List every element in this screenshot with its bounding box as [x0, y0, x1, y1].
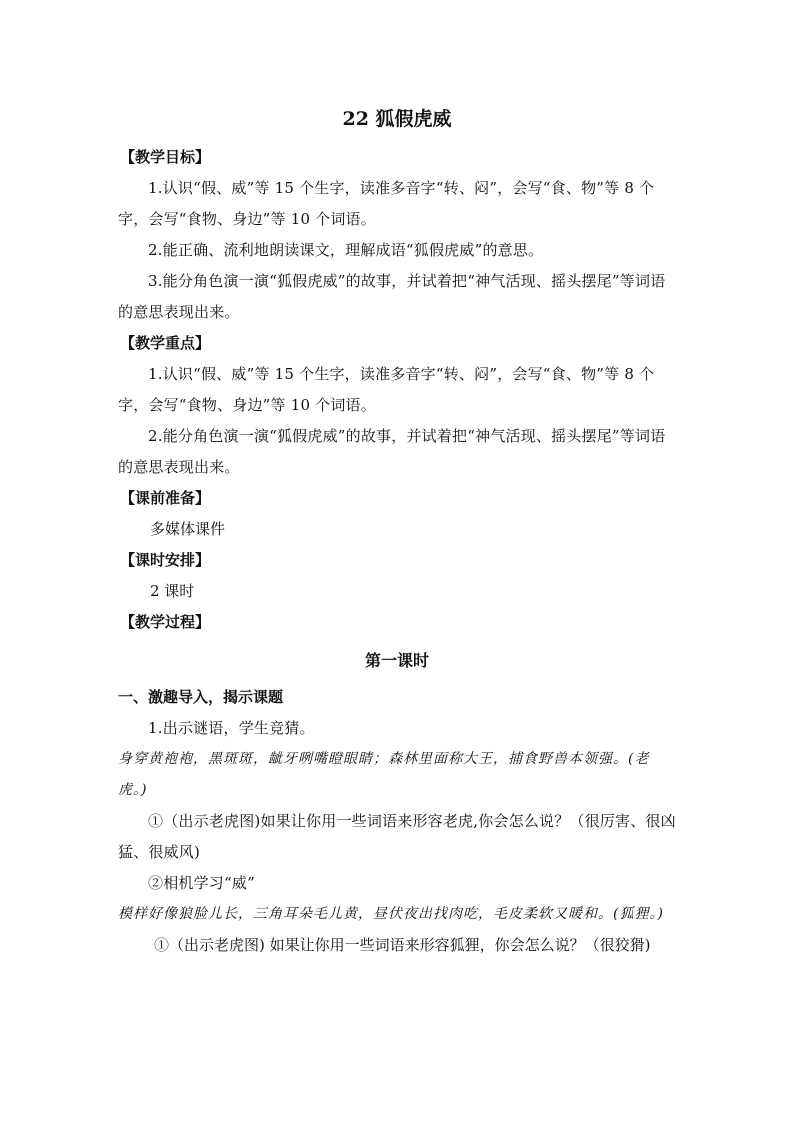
document-body — [0, 142, 794, 961]
preparation-text: 多媒体课件 — [150, 520, 226, 538]
riddle-tiger: 身穿黄袍袍，黑斑斑，龇牙咧嘴瞪眼睛；森林里面称大王，捕食野兽本领强。(老虎。) — [118, 751, 650, 798]
goals-heading: 【教学目标】 — [120, 148, 211, 166]
lesson-title: 第一课时 — [364, 651, 429, 670]
goal-item-1: 1.认识“假、威”等 15 个生字，读准多音字“转、闷”，会写“食、物”等 8 个字，会写“食物、身边”等 10 个词语。 — [118, 179, 655, 228]
key-point-item-2: 2.能分角色演一演“狐假虎威”的故事，并试着把“神气活现、摇头摆尾”等词语的意思表现出来。 — [118, 427, 666, 476]
preparation-heading: 【课前准备】 — [120, 489, 211, 507]
section-heading: 一、激趣导入，揭示课题 — [118, 688, 284, 706]
step-text: 1.出示谜语，学生竞猜。 — [148, 719, 315, 737]
schedule-heading: 【课时安排】 — [120, 551, 211, 569]
question-fox: ①（出示老虎图) 如果让你用一些词语来形容狐狸，你会怎么说？（很狡猾) — [154, 936, 651, 954]
goal-item-3: 3.能分角色演一演“狐假虎威”的故事，并试着把“神气活现、摇头摆尾”等词语的意思表现出来。 — [118, 272, 666, 321]
process-heading: 【教学过程】 — [120, 613, 211, 631]
page-title: 22 狐假虎威 — [342, 108, 452, 130]
schedule-text: 2 课时 — [150, 582, 195, 600]
key-point-item-1: 1.认识“假、威”等 15 个生字，读准多音字“转、闷”，会写“食、物”等 8 个字，会写“食物、身边”等 10 个词语。 — [118, 365, 655, 414]
key-points-heading: 【教学重点】 — [120, 334, 211, 352]
learn-character: ②相机学习“威” — [148, 874, 255, 892]
riddle-fox: 模样好像狼脸儿长，三角耳朵毛儿黄，昼伏夜出找肉吃，毛皮柔软又暖和。(狐狸。) — [118, 906, 664, 922]
question-tiger: ①（出示老虎图)如果让你用一些词语来形容老虎,你会怎么说？（很厉害、很凶猛、很威风) — [118, 812, 676, 861]
goal-item-2: 2.能正确、流利地朗读课文，理解成语“狐假虎威”的意思。 — [148, 241, 544, 259]
